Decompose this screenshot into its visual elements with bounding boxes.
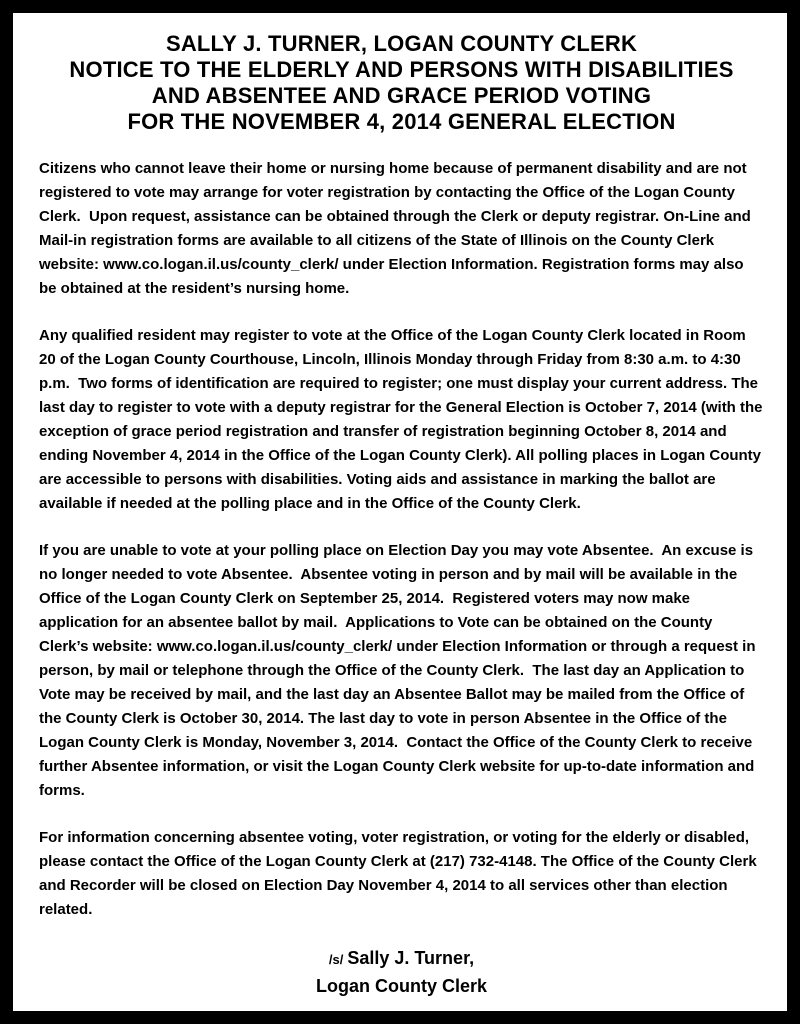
title-line-absentee: AND ABSENTEE AND GRACE PERIOD VOTING [151, 83, 652, 108]
paragraph-contact-info: For information concerning absentee voting, voter registration, or voting for the elderly or disabled, please contact the Office of the Logan County Clerk at (217) 732-4148. The Office of the County Clerk and Recorder will be closed on Election Day November 4, 2014 to all services other than election related. [39, 829, 761, 918]
title-line-notice: NOTICE TO THE ELDERLY AND PERSONS WITH DISABILITIES [69, 57, 734, 82]
notice-page [13, 13, 787, 1011]
signature-block [39, 945, 764, 999]
paragraph-voter-registration: Citizens who cannot leave their home or nursing home because of permanent disability and are not registered to vote may arrange for voter registration by contacting the Office of the Logan County Clerk. Upon request, assistance can be obtained through the Clerk or deputy registrar. On-Line and Mail-in registration forms are available to all citizens of the State of Illinois on the County Clerk website: www.co.logan.il.us/county_clerk/ under Election Information. Registration forms may also be obtained at the resident’s nursing home. [39, 160, 755, 297]
signature-name-line [39, 945, 764, 973]
paragraph-register-office: Any qualified resident may register to vote at the Office of the Logan County Clerk located in Room 20 of the Logan County Courthouse, Lincoln, Illinois Monday through Friday from 8:30 a.m. to 4:30 p.m. Two forms of identification are required to register; one must display your current address. The last day to register to vote with a deputy registrar for the General Election is October 7, 2014 (with the exception of grace period registration and transfer of registration beginning October 8, 2014 and ending November 4, 2014 in the Office of the Logan County Clerk). All polling places in Logan County are accessible to persons with disabilities. Voting aids and assistance in marking the ballot are available if needed at the polling place and in the Office of the County Clerk. [39, 327, 767, 512]
signature-s-mark: /s/ [328, 952, 344, 967]
notice-title [39, 31, 764, 135]
paragraph-absentee-voting: If you are unable to vote at your polling place on Election Day you may vote Absentee. An excuse is no longer needed to vote Absentee. Absentee voting in person and by mail will be available in the Office of the Logan County Clerk on September 25, 2014. Registered voters may now make application for an absentee ballot by mail. Applications to Vote can be obtained on the County Clerk’s website: www.co.logan.il.us/county_clerk/ under Election Information or through a request in person, by mail or telephone through the Office of the County Clerk. The last day an Application to Vote may be received by mail, and the last day an Absentee Ballot may be mailed from the Office of the County Clerk is October 30, 2014. The last day to vote in person Absentee in the Office of the Logan County Clerk is Monday, November 3, 2014. Contact the Office of the County Clerk to receive further Absentee information, or visit the Logan County Clerk website for up-to-date information and forms. [39, 542, 760, 799]
title-line-election: FOR THE NOVEMBER 4, 2014 GENERAL ELECTION [127, 109, 676, 134]
signature-role: Logan County Clerk [315, 976, 487, 996]
notice-body [39, 157, 767, 922]
title-line-clerk: SALLY J. TURNER, LOGAN COUNTY CLERK [165, 31, 638, 56]
signature-name: Sally J. Turner, [347, 948, 475, 968]
